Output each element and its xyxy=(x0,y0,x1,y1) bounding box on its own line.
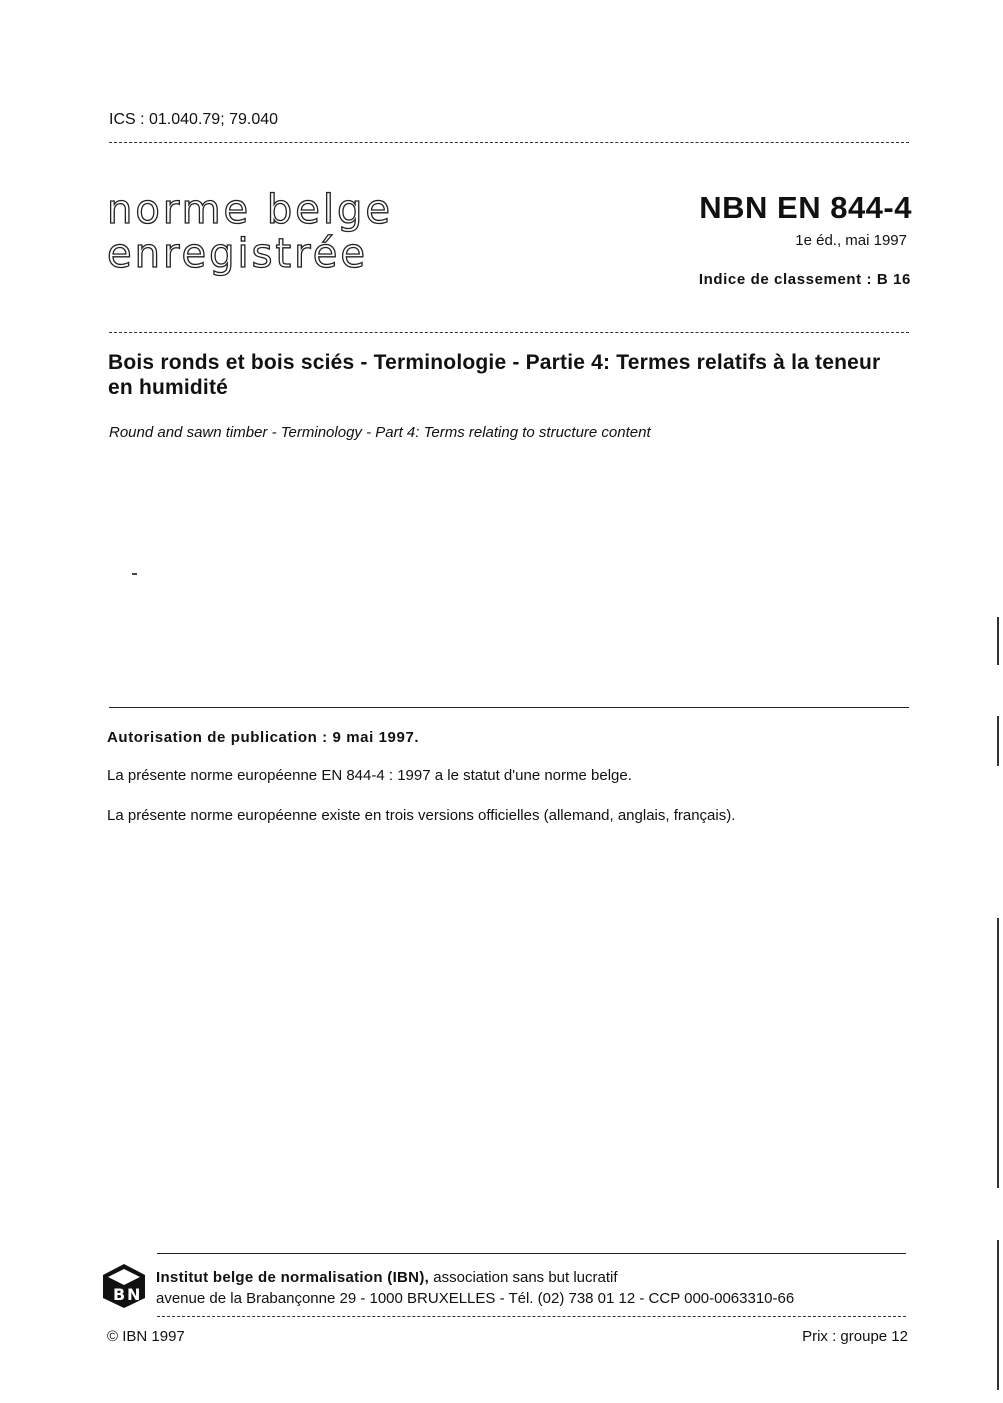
document-title-french: Bois ronds et bois sciés - Terminologie - Partie 4: Termes relatifs à la teneur en humidité xyxy=(108,351,881,399)
address-divider xyxy=(157,1316,906,1317)
scan-edge-mark xyxy=(997,1240,999,1390)
price-group: Prix : groupe 12 xyxy=(802,1328,908,1345)
brand-logotype xyxy=(107,188,393,276)
edition-date: 1e éd., mai 1997 xyxy=(795,232,907,249)
svg-text:B: B xyxy=(113,1285,126,1304)
brand-line-1: norme belge xyxy=(107,187,393,233)
publication-divider xyxy=(109,707,909,708)
scan-edge-mark xyxy=(997,617,999,665)
institute-name: Institut belge de normalisation (IBN), xyxy=(156,1269,430,1286)
versions-statement: La présente norme européenne existe en trois versions officielles (allemand, anglais, français). xyxy=(107,807,736,824)
status-statement: La présente norme européenne EN 844-4 : 1997 a le statut d'une norme belge. xyxy=(107,767,632,784)
scan-edge-mark xyxy=(997,716,999,766)
publication-authorization: Autorisation de publication : 9 mai 1997. xyxy=(107,729,420,746)
ibn-logo-icon xyxy=(100,1262,148,1310)
title-divider xyxy=(109,332,909,333)
svg-text:N: N xyxy=(127,1285,141,1304)
classification-index: Indice de classement : B 16 xyxy=(698,271,911,288)
header-divider xyxy=(109,142,909,143)
scan-edge-mark xyxy=(997,918,999,1188)
ics-code: ICS : 01.040.79; 79.040 xyxy=(109,111,279,128)
institute-type: association sans but lucratif xyxy=(429,1269,618,1286)
standard-code: NBN EN 844-4 xyxy=(699,190,912,225)
footer-divider xyxy=(157,1253,906,1254)
scan-speck xyxy=(132,573,137,575)
institute-line xyxy=(156,1269,618,1286)
brand-line-2: enregistrée xyxy=(107,231,368,277)
institute-address: avenue de la Brabançonne 29 - 1000 BRUXELLES - Tél. (02) 738 01 12 - CCP 000-0063310-66 xyxy=(156,1290,795,1307)
document-title-english: Round and sawn timber - Terminology - Part 4: Terms relating to structure content xyxy=(109,424,651,441)
copyright-notice: © IBN 1997 xyxy=(107,1328,185,1345)
